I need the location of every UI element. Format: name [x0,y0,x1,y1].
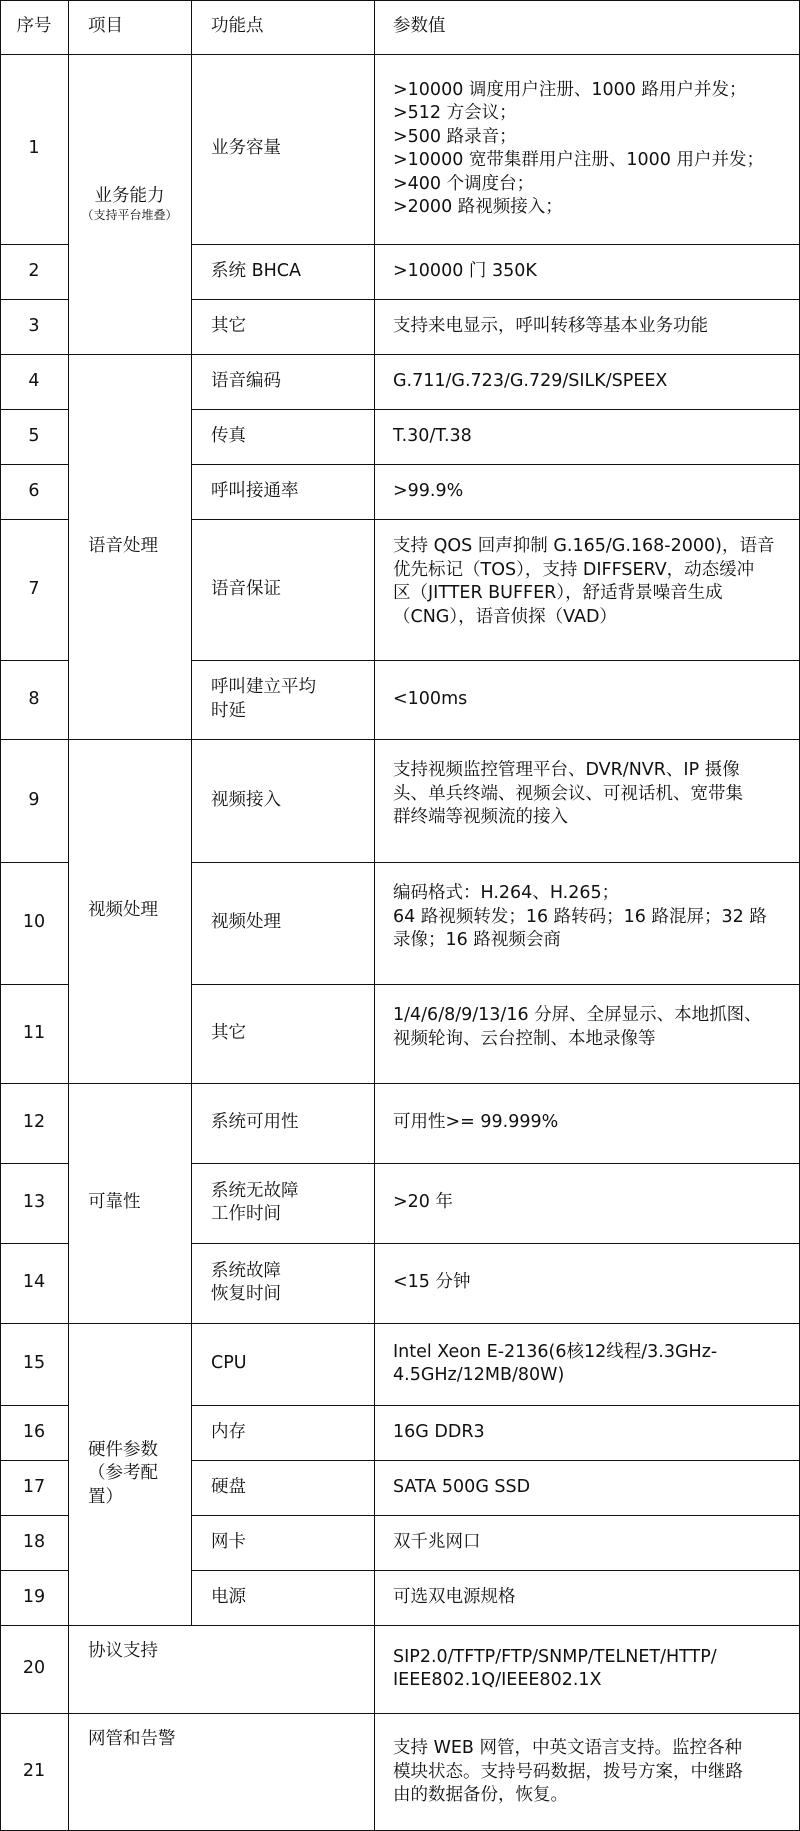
value-cell: SATA 500G SSD [393,1476,531,1497]
row-number: 9 [28,789,40,810]
row-number: 3 [28,315,40,336]
row-number: 1 [28,138,40,159]
row-number: 15 [22,1353,46,1374]
row-number: 13 [22,1192,46,1213]
feature-cell: 系统可用性 [211,1112,299,1133]
row-number: 8 [28,688,40,709]
value-cell: <100ms [393,688,468,709]
value-cell: Intel Xeon E-2136(6核12线程/3.3GHz- 4.5GHz/12MB/80W) [393,1341,718,1385]
value-cell: 支持 WEB 网管，中英文语言支持。监控各种 模块状态。支持号码数据，拨号方案，中继路 由的数据备份，恢复。 [393,1738,743,1805]
value-cell: <15 分钟 [393,1272,471,1293]
row-number: 18 [22,1531,46,1552]
value-cell: 可选双电源规格 [393,1586,516,1607]
row-number: 2 [28,260,40,281]
value-cell: G.711/G.723/G.729/SILK/SPEEX [393,370,668,391]
value-cell: >99.9% [393,480,464,501]
feature-cell: 语音保证 [211,578,281,599]
category-business [68,54,191,354]
value-cell: 支持视频监控管理平台、DVR/NVR、IP 摄像 头、单兵终端、视频会议、可视话机、宽带集 群终端等视频流的接入 [393,760,743,827]
value-cell: SIP2.0/TFTP/FTP/SNMP/TELNET/HTTP/ IEEE802.1Q/IEEE802.1X [393,1646,717,1690]
feature-cell: CPU [211,1353,247,1374]
row-number: 11 [22,1022,46,1043]
feature-cell: 视频接入 [211,789,281,810]
category-voice: 语音处理 [88,535,158,556]
value-cell: >20 年 [393,1192,453,1213]
value-cell: 支持来电显示，呼叫转移等基本业务功能 [393,315,708,336]
row-number: 19 [22,1586,46,1607]
category-protocol: 协议支持 [88,1641,158,1661]
value-cell: >10000 调度用户注册、1000 路用户并发； >512 方会议； >500 路录音； >10000 宽带集群用户注册、1000 用户并发； >400 个调度台； >2000 路视频接入； [393,79,764,217]
row-number: 14 [22,1272,46,1293]
feature-cell: 其它 [211,1022,246,1043]
category-note: （支持平台堆叠） [81,208,178,223]
row-number: 17 [22,1476,46,1497]
feature-cell: 视频处理 [211,912,281,933]
value-cell: 1/4/6/8/9/13/16 分屏、全屏显示、本地抓图、 视频轮询、云台控制、本地录像等 [393,1005,762,1049]
feature-cell: 呼叫接通率 [211,480,299,501]
feature-cell: 电源 [211,1586,246,1607]
feature-cell: 其它 [211,315,246,336]
value-cell: 双千兆网口 [393,1531,481,1552]
feature-cell: 网卡 [211,1531,246,1552]
value-cell: T.30/T.38 [393,425,472,446]
feature-cell: 呼叫建立平均 时延 [211,677,316,721]
header-feature: 功能点 [211,16,264,37]
value-cell: 可用性>= 99.999% [393,1112,559,1133]
category-label: 业务能力 [94,185,165,206]
value-cell: >10000 门 350K [393,260,537,281]
row-number: 5 [28,425,40,446]
feature-cell: 系统 BHCA [211,260,301,281]
feature-cell: 硬盘 [211,1476,246,1497]
feature-cell: 语音编码 [211,370,281,391]
row-number: 12 [22,1112,46,1133]
value-cell: 16G DDR3 [393,1421,485,1442]
header-index: 序号 [16,16,52,37]
feature-cell: 系统无故障 工作时间 [211,1180,299,1224]
feature-cell: 业务容量 [211,138,281,159]
category-business-block [81,185,177,224]
row-number: 16 [22,1421,46,1442]
row-number: 10 [22,912,46,933]
value-cell: 支持 QOS 回声抑制 G.165/G.168-2000)，语音 优先标记（TOS），支持 DIFFSERV，动态缓冲 区（JITTER BUFFER），舒适背景噪音生成 （CNG），语音侦探（VAD） [393,536,775,627]
header-item: 项目 [88,16,123,37]
category-reliability: 可靠性 [88,1192,141,1213]
row-number: 6 [28,480,40,501]
row-number: 20 [22,1658,46,1679]
value-cell: 编码格式：H.264、H.265； 64 路视频转发；16 路转码；16 路混屏；32 路 录像；16 路视频会商 [393,883,767,950]
row-number: 7 [28,578,40,599]
category-hardware: 硬件参数 （参考配 置） [88,1439,158,1507]
category-video: 视频处理 [88,900,158,921]
feature-cell: 传真 [211,425,246,446]
category-nms: 网管和告警 [88,1729,176,1749]
header-value: 参数值 [393,16,446,37]
row-number: 21 [22,1760,46,1781]
row-number: 4 [28,370,40,391]
feature-cell: 内存 [211,1421,246,1442]
feature-cell: 系统故障 恢复时间 [211,1260,281,1304]
